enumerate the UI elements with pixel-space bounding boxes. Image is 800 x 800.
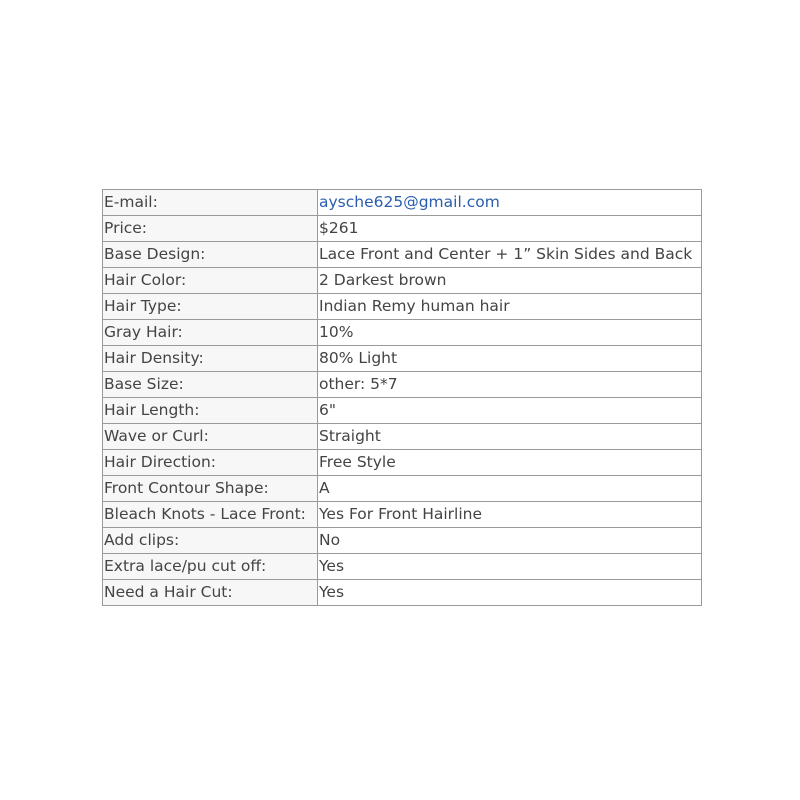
value-hair-type: Indian Remy human hair (318, 294, 702, 320)
label-add-clips: Add clips: (103, 528, 318, 554)
value-front-contour-shape: A (318, 476, 702, 502)
label-hair-length: Hair Length: (103, 398, 318, 424)
label-need-hair-cut: Need a Hair Cut: (103, 580, 318, 606)
label-base-design: Base Design: (103, 242, 318, 268)
table-row (103, 268, 702, 294)
label-base-size: Base Size: (103, 372, 318, 398)
table-row (103, 476, 702, 502)
label-hair-color: Hair Color: (103, 268, 318, 294)
label-wave-or-curl: Wave or Curl: (103, 424, 318, 450)
table-row (103, 320, 702, 346)
value-hair-length: 6" (318, 398, 702, 424)
label-email: E-mail: (103, 190, 318, 216)
table-row (103, 216, 702, 242)
table-row (103, 372, 702, 398)
label-hair-density: Hair Density: (103, 346, 318, 372)
table-row (103, 554, 702, 580)
table-row (103, 424, 702, 450)
label-hair-type: Hair Type: (103, 294, 318, 320)
value-email (318, 190, 702, 216)
table-row (103, 580, 702, 606)
table-row (103, 502, 702, 528)
table-row (103, 398, 702, 424)
value-base-size: other: 5*7 (318, 372, 702, 398)
table-row (103, 450, 702, 476)
value-wave-or-curl: Straight (318, 424, 702, 450)
value-base-design: Lace Front and Center + 1” Skin Sides and Back (318, 242, 702, 268)
value-price: $261 (318, 216, 702, 242)
value-add-clips: No (318, 528, 702, 554)
label-hair-direction: Hair Direction: (103, 450, 318, 476)
label-extra-lace-cut-off: Extra lace/pu cut off: (103, 554, 318, 580)
email-link[interactable]: aysche625@gmail.com (319, 193, 500, 211)
value-need-hair-cut: Yes (318, 580, 702, 606)
order-details-table (102, 189, 702, 606)
label-bleach-knots: Bleach Knots - Lace Front: (103, 502, 318, 528)
table-row (103, 190, 702, 216)
value-hair-color: 2 Darkest brown (318, 268, 702, 294)
value-gray-hair: 10% (318, 320, 702, 346)
table-row (103, 528, 702, 554)
value-hair-density: 80% Light (318, 346, 702, 372)
value-hair-direction: Free Style (318, 450, 702, 476)
label-front-contour-shape: Front Contour Shape: (103, 476, 318, 502)
label-price: Price: (103, 216, 318, 242)
table-row (103, 294, 702, 320)
label-gray-hair: Gray Hair: (103, 320, 318, 346)
value-bleach-knots: Yes For Front Hairline (318, 502, 702, 528)
table-row (103, 242, 702, 268)
table-row (103, 346, 702, 372)
value-extra-lace-cut-off: Yes (318, 554, 702, 580)
